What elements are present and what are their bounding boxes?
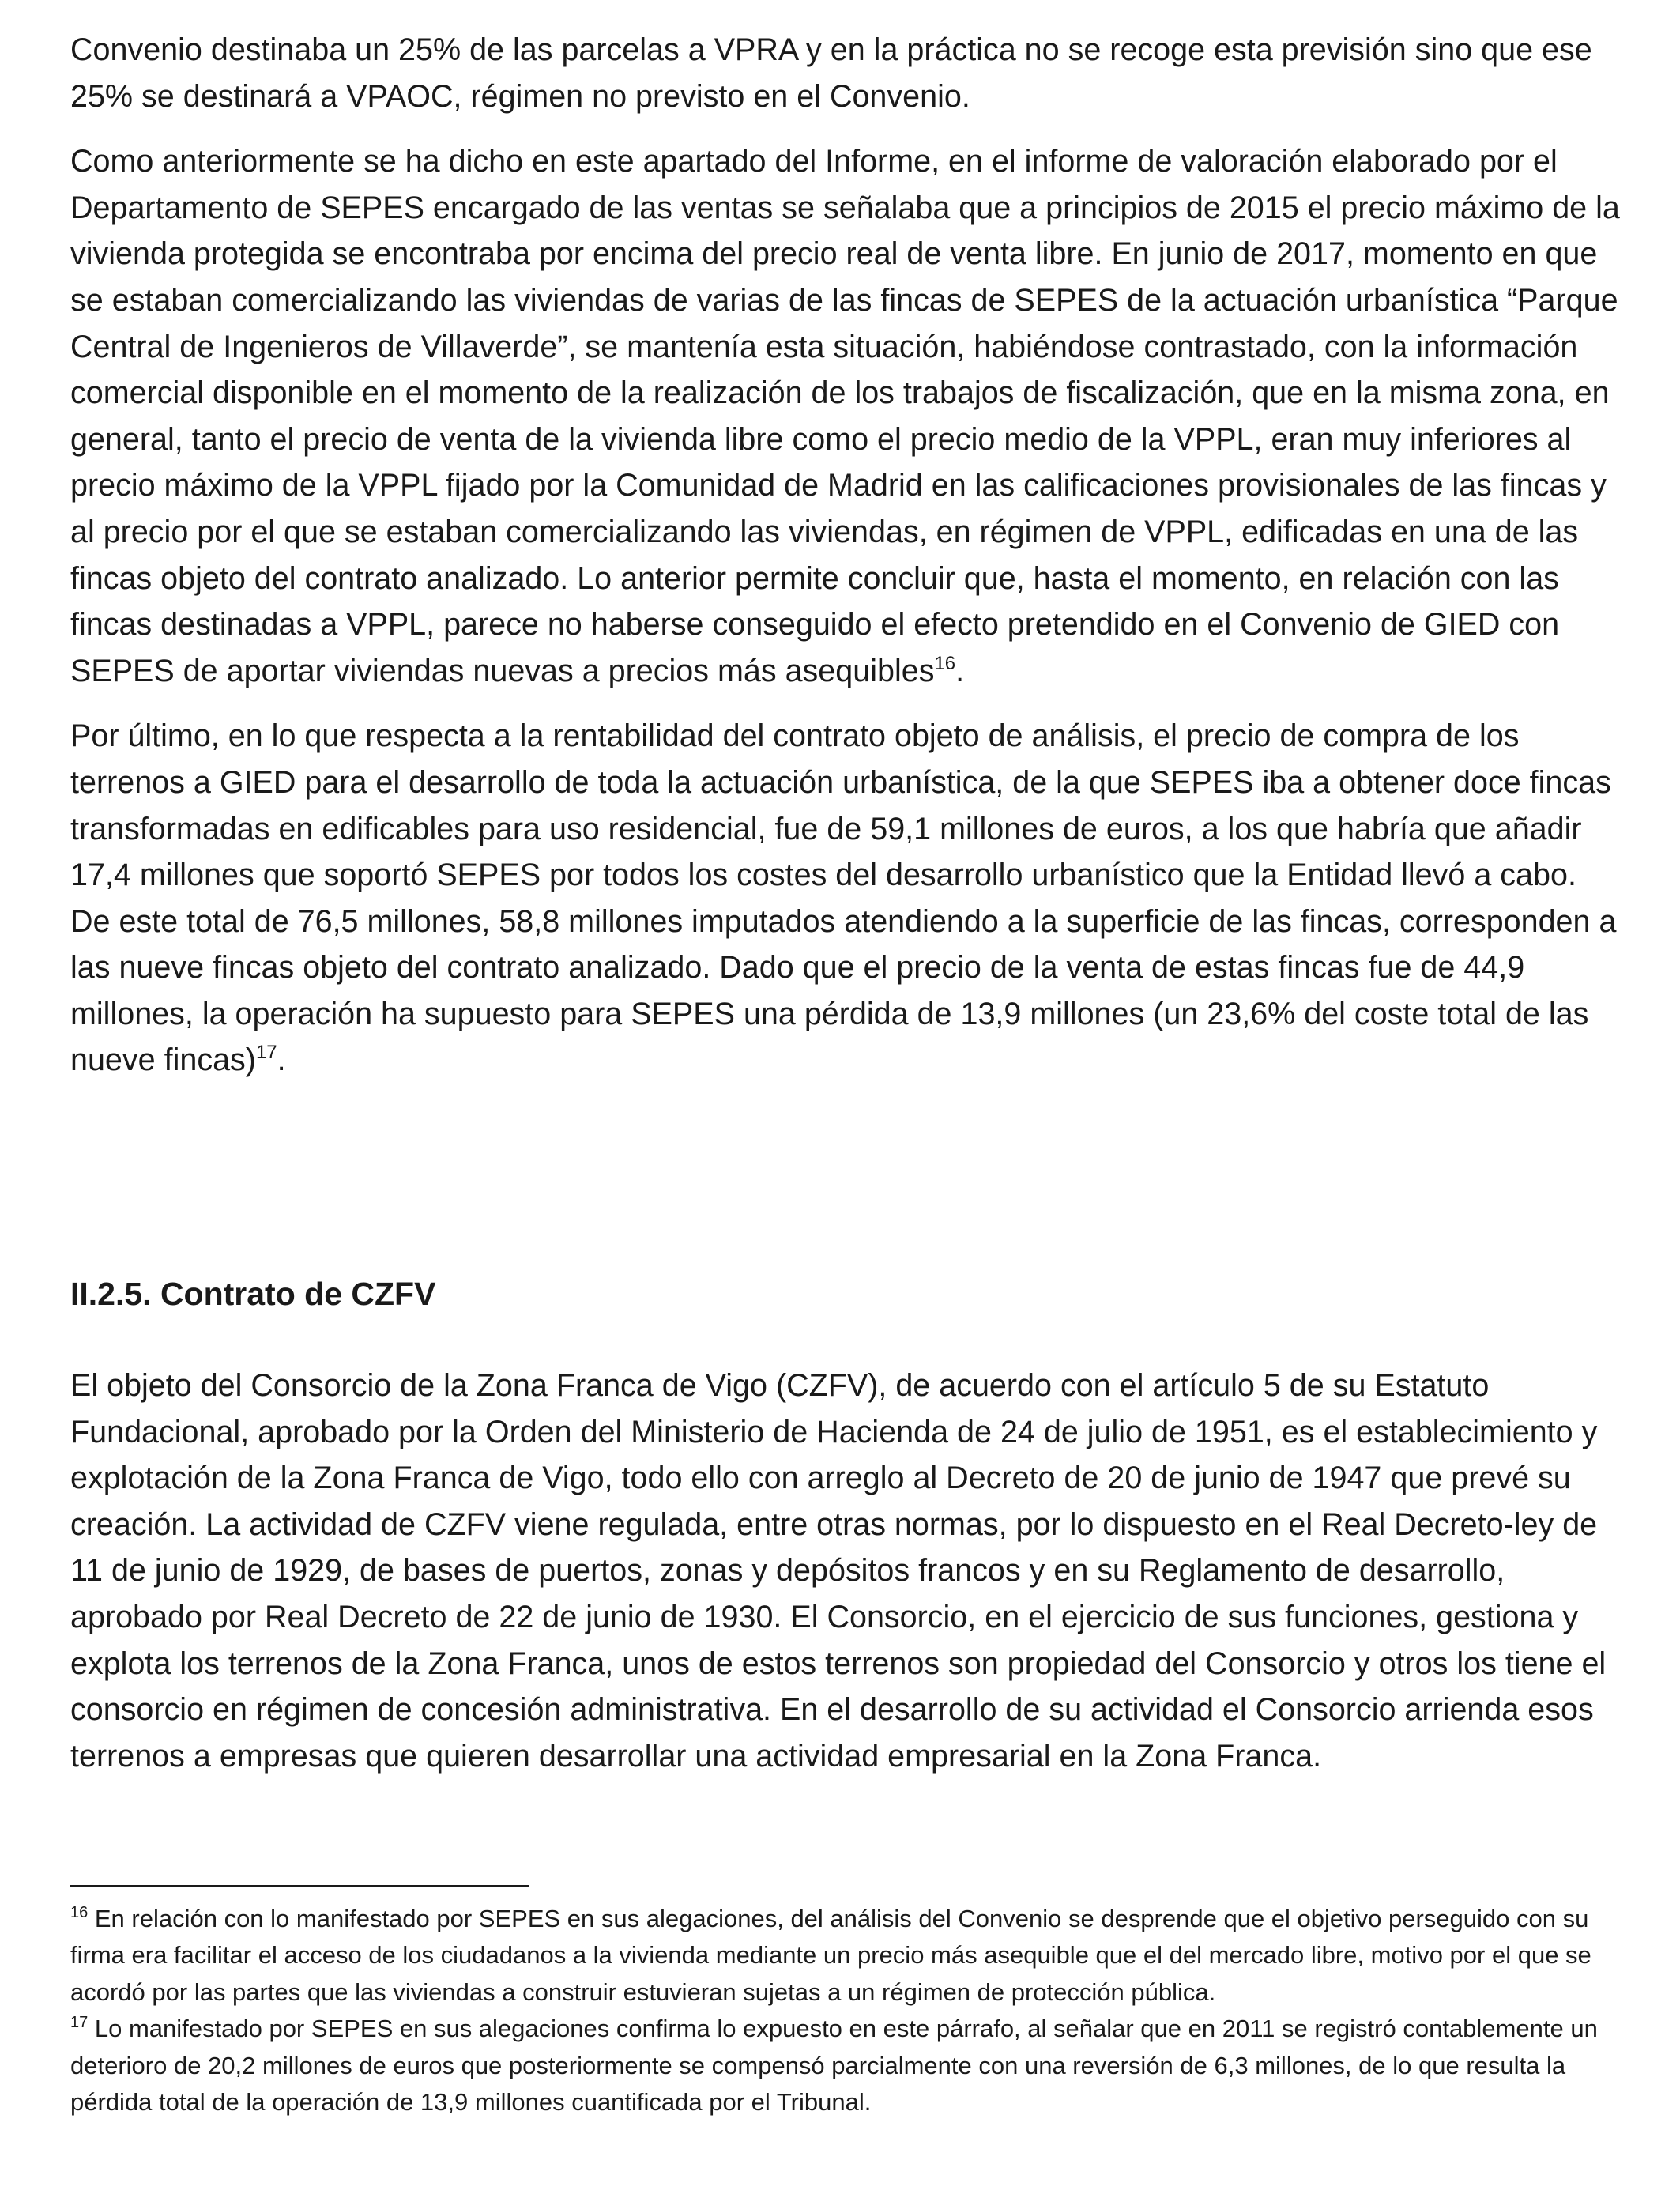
paragraph-tail: .	[955, 653, 965, 688]
footnote-reference[interactable]: 16	[934, 652, 956, 674]
section-heading: II.2.5. Contrato de CZFV	[70, 1276, 436, 1312]
footnote-number: 16	[70, 1904, 89, 1921]
footnote-reference[interactable]: 17	[255, 1042, 277, 1064]
paragraph	[70, 713, 1621, 1084]
paragraph	[70, 27, 1621, 119]
footnotes	[70, 1901, 1621, 2120]
footnote-text: En relación con lo manifestado por SEPES en sus alegaciones, del análisis del Convenio se desprende que el objetivo perseguido con su firma era facilitar el acceso de los ciudadanos a la vivienda mediante un precio más asequible que el del mercado libre, motivo por el que se acordó por las partes que las viviendas a construir estuvieran sujetas a un régimen de protección pública.	[70, 1905, 1591, 2006]
footnote	[70, 1901, 1621, 2011]
paragraph-text: Por último, en lo que respecta a la rentabilidad del contrato objeto de análisis, el precio de compra de los terrenos a GIED para el desarrollo de toda la actuación urbanística, de la que SEPES iba a obtener doce fincas transformadas en edificables para uso residencial, fue de 59,1 millones de euros, a los que habría que añadir 17,4 millones que soportó SEPES por todos los costes del desarrollo urbanístico que la Entidad llevó a cabo. De este total de 76,5 millones, 58,8 millones imputados atendiendo a la superficie de las fincas, corresponden a las nueve fincas objeto del contrato analizado. Dado que el precio de la venta de estas fincas fue de 44,9 millones, la operación ha supuesto para SEPES una pérdida de 13,9 millones (un 23,6% del coste total de las nueve fincas)	[70, 718, 1617, 1078]
paragraph	[70, 138, 1621, 694]
footnote-number: 17	[70, 2014, 89, 2032]
paragraph-text: Como anteriormente se ha dicho en este apartado del Informe, en el informe de valoración elaborado por el Departamento de SEPES encargado de las ventas se señalaba que a principios de 2015 el precio máximo de la vivienda protegida se encontraba por encima del precio real de venta libre. En junio de 2017, momento en que se estaban comercializando las viviendas de varias de las fincas de SEPES de la actuación urbanística “Parque Central de Ingenieros de Villaverde”, se mantenía esta situación, habiéndose contrastado, con la información comercial disponible en el momento de la realización de los trabajos de fiscalización, que en la misma zona, en general, tanto el precio de venta de la vivienda libre como el precio medio de la VPPL, eran muy inferiores al precio máximo de la VPPL fijado por la Comunidad de Madrid en las calificaciones provisionales de las fincas y al precio por el que se estaban comercializando las viviendas, en régimen de VPPL, edificadas en una de las fincas objeto del contrato analizado. Lo anterior permite concluir que, hasta el momento, en relación con las fincas destinadas a VPPL, parece no haberse conseguido el efecto pretendido en el Convenio de GIED con SEPES de aportar viviendas nuevas a precios más asequibles	[70, 144, 1620, 688]
footnote-separator	[70, 1885, 529, 1887]
paragraph	[70, 1363, 1621, 1779]
paragraph-text: El objeto del Consorcio de la Zona Franca de Vigo (CZFV), de acuerdo con el artículo 5 de su Estatuto Fundacional, aprobado por la Orden del Ministerio de Hacienda de 24 de julio de 1951, es el establecimiento y explotación de la Zona Franca de Vigo, todo ello con arreglo al Decreto de 20 de junio de 1947 que prevé su creación. La actividad de CZFV viene regulada, entre otras normas, por lo dispuesto en el Real Decreto-ley de 11 de junio de 1929, de bases de puertos, zonas y depósitos francos y en su Reglamento de desarrollo, aprobado por Real Decreto de 22 de junio de 1930. El Consorcio, en el ejercicio de sus funciones, gestiona y explota los terrenos de la Zona Franca, unos de estos terrenos son propiedad del Consorcio y otros los tiene el consorcio en régimen de concesión administrativa. En el desarrollo de su actividad el Consorcio arrienda esos terrenos a empresas que quieren desarrollar una actividad empresarial en la Zona Franca.	[70, 1368, 1607, 1774]
footnote	[70, 2011, 1621, 2120]
body-text	[70, 27, 1621, 1084]
footnote-text: Lo manifestado por SEPES en sus alegaciones confirma lo expuesto en este párrafo, al señalar que en 2011 se registró contablemente un deterioro de 20,2 millones de euros que posteriormente se compensó parcialmente con una reversión de 6,3 millones, de lo que resulta la pérdida total de la operación de 13,9 millones cuantificada por el Tribunal.	[70, 2015, 1598, 2117]
paragraph-text: Convenio destinaba un 25% de las parcelas a VPRA y en la práctica no se recoge esta previsión sino que ese 25% se destinará a VPAOC, régimen no previsto en el Convenio.	[70, 32, 1592, 114]
section-body	[70, 1363, 1621, 1779]
paragraph-tail: .	[277, 1042, 286, 1078]
